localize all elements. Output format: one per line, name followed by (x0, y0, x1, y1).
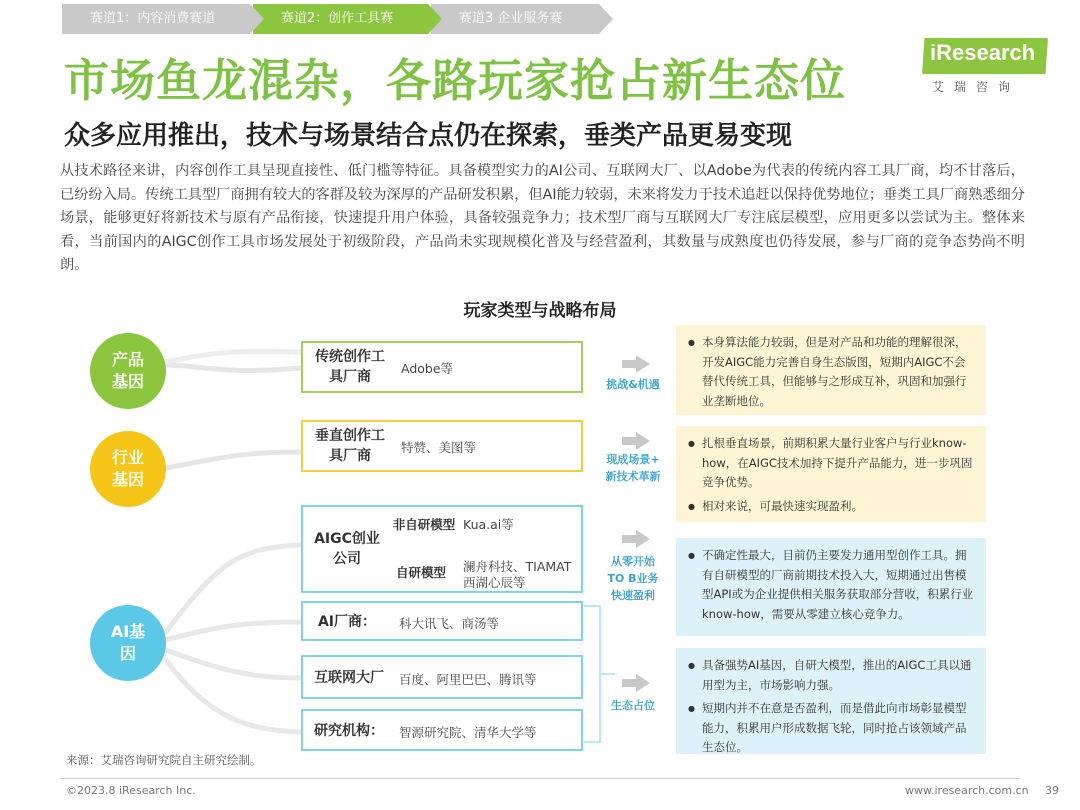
source-note: 来源：艾瑞咨询研究院自主研究绘制。 (66, 753, 262, 767)
note-bullet: ● 短期内并不在意是否盈利，而是借此向市场彰显模型能力，积累用户形成数据飞轮，同时抢占该领域产品生态位。 (688, 699, 974, 758)
player-research-institute (301, 709, 583, 751)
chart-title: 玩家类型与战略布局 (463, 301, 617, 321)
note-bullet: ● 具备强势AI基因，自研大模型，推出的AIGC工具以通用型为主，市场影响力强。 (688, 656, 974, 695)
non-self-model-value: Kua.ai等 (463, 517, 514, 532)
page-subtitle: 众多应用推出，技术与场景结合点仍在探索，垂类产品更易变现 (64, 121, 793, 151)
arrow-label-challenge: 挑战&机遇 (606, 378, 660, 391)
arrow-label-scene: 现成场景+ (606, 453, 660, 466)
player-label: AI厂商： (317, 614, 377, 630)
self-model-value-2: 西湖心辰等 (463, 575, 526, 590)
player-traditional (301, 341, 583, 393)
right-arrow-icon (622, 530, 650, 548)
player-label: 传统创作工具厂商 (315, 349, 385, 385)
non-self-model-label: 非自研模型 (392, 517, 456, 532)
arrow-label-zero: 从零开始 (611, 555, 655, 568)
player-value: 科大讯飞、商汤等 (399, 616, 500, 631)
copyright: ©2023.8 iResearch Inc. (66, 784, 196, 797)
gene-ai: AI基因 (90, 605, 166, 681)
player-ai-vendor (301, 601, 583, 641)
tab-track-1[interactable]: 赛道1：内容消费赛道 (62, 4, 250, 34)
player-vertical (301, 420, 583, 472)
note-vertical (676, 426, 986, 522)
logo-cn: 艾瑞咨询 (932, 80, 1021, 94)
self-model-label: 自研模型 (395, 565, 446, 580)
note-aigc (676, 538, 986, 636)
arrow-label-tech: 新技术革新 (605, 470, 661, 483)
player-value: 智源研究院、清华大学等 (399, 725, 537, 740)
arrow-label-profit: 快速盈利 (611, 589, 655, 602)
player-value: Adobe等 (401, 361, 454, 376)
page-number: 39 (1045, 784, 1059, 797)
self-model-value-1: 澜舟科技、TIAMAT (463, 559, 572, 574)
tab-track-3[interactable]: 赛道3 企业服务赛道 (431, 4, 599, 34)
arrow-label-eco: 生态占位 (611, 699, 655, 712)
gene-product: 产品基因 (90, 333, 166, 409)
player-aigc-startup (301, 505, 583, 593)
tab-track-2[interactable]: 赛道2：创作工具赛道 (253, 4, 428, 34)
note-bullet: ● 本身算法能力较弱，但是对产品和功能的理解很深，开发AIGC能力完善自身生态版图，短期内AIGC不会替代传统工具，但能够与之形成互补，巩固和加强行业垄断地位。 (688, 333, 974, 411)
intro-paragraph: 从技术路径来讲，内容创作工具呈现直接性、低门槛等特征。具备模型实力的AI公司、互联网大厂、以Adobe为代表的传统内容工具厂商，均不甘落后，已纷纷入局。传统工具型厂商拥有较大的客群及较为深厚的产品研发积累，但AI能力较弱，未来将发力于技术追赶以保持优势地位；垂类工具厂商熟悉细分场景，能够更好将新技术与原有产品衔接，快速提升用户体验，具备较强竞争力；技术型厂商与互联网大厂专注底层模型，应用更多以尝试为主。整体来看，当前国内的AIGC创作工具市场发展处于初级阶段，产品尚未实现规模化普及与经营盈利，其数量与成熟度也仍待发展，参与厂商的竞争态势尚不明朗。 (60, 163, 1025, 273)
player-label: 互联网大厂 (314, 670, 384, 686)
right-arrow-icon (622, 355, 650, 373)
note-traditional (676, 325, 986, 415)
player-value: 特赞、美图等 (401, 440, 477, 455)
note-bullet: ● 不确定性最大，目前仍主要发力通用型创作工具。拥有自研模型的厂商前期技术投入大，短期通过出售模型API或为企业提供相关服务获取部分营收，积累行业know-how，需要从零建立核心竞争力。 (688, 546, 974, 624)
right-arrow-icon (622, 674, 650, 692)
footer-divider (60, 778, 1020, 779)
logo-word: iResearch (930, 40, 1036, 65)
player-label: 垂直创作工具厂商 (315, 428, 385, 464)
player-internet-giant (301, 655, 583, 699)
player-label: AIGC创业公司 (314, 531, 380, 567)
right-arrow-icon (622, 432, 650, 450)
note-ai-giants (676, 648, 986, 754)
player-value: 百度、阿里巴巴、腾讯等 (399, 672, 537, 687)
website-link[interactable]: www.iresearch.com.cn (905, 784, 1029, 797)
player-label: 研究机构： (314, 723, 384, 739)
page-title: 市场鱼龙混杂，各路玩家抢占新生态位 (64, 54, 847, 107)
note-bullet: ● 扎根垂直场景，前期积累大量行业客户与行业know-how，在AIGC技术加持下提升产品能力，进一步巩固竞争优势。 (688, 434, 974, 493)
note-bullet: ● 相对来说，可最快速实现盈利。 (688, 497, 974, 517)
gene-industry: 行业基因 (90, 431, 166, 507)
arrow-label-tob: TO B业务 (607, 572, 659, 585)
